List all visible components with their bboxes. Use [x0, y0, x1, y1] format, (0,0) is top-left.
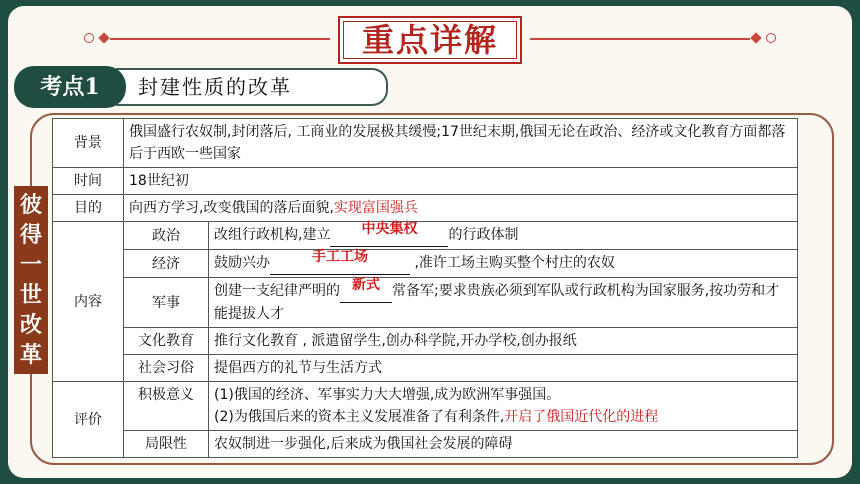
purpose-text: 向西方学习,改变俄国的落后面貌,: [129, 200, 334, 216]
politics-cell: [209, 222, 798, 250]
positive-line2-highlight: 开启了俄国近代化的进程: [504, 409, 659, 425]
table-row: [53, 382, 798, 431]
politics-blank: [330, 221, 448, 247]
table-row: [53, 355, 798, 382]
kaodian-title-box: [116, 68, 388, 106]
positive-cell: [209, 382, 798, 431]
purpose-highlight: 实现富国强兵: [333, 200, 418, 216]
side-char: 彼: [19, 192, 42, 218]
military-answer: 新式: [352, 277, 380, 293]
reform-table: [52, 118, 798, 458]
title-deco-line-right: [530, 38, 750, 40]
positive-line2: [214, 406, 792, 428]
page-title: 重点详解: [361, 21, 498, 59]
economy-post: ,准许工场主购买整个村庄的农奴: [410, 255, 615, 271]
custom-text: 提倡西方的礼节与生活方式: [209, 355, 798, 382]
purpose-cell: [124, 195, 798, 222]
side-char: 革: [19, 342, 42, 368]
row-label-purpose: 目的: [53, 195, 124, 222]
table-row: [53, 222, 798, 250]
positive-line2-text: (2)为俄国后来的资本主义发展准备了有利条件,: [214, 409, 505, 425]
sub-label-limitation: 局限性: [124, 431, 209, 458]
table-row: [53, 195, 798, 222]
title-deco-circle-right: [766, 33, 776, 43]
sub-label-military: 军事: [124, 278, 209, 328]
sub-label-custom: 社会习俗: [124, 355, 209, 382]
row-label-evaluation: 评价: [53, 382, 124, 458]
economy-cell: [209, 250, 798, 278]
background-text: 俄国盛行农奴制,封闭落后, 工商业的发展极其缓慢;17世纪末期,俄国无论在政治、经济或文化教育方面都落后于西欧一些国家: [124, 119, 798, 168]
table-row: [53, 250, 798, 278]
economy-blank: [270, 249, 410, 275]
side-char: 得: [19, 222, 42, 248]
row-label-background: 背景: [53, 119, 124, 168]
limitation-text: 农奴制进一步强化,后来成为俄国社会发展的障碍: [209, 431, 798, 458]
sub-label-culture: 文化教育: [124, 328, 209, 355]
table-row: [53, 431, 798, 458]
military-pre: 创建一支纪律严明的: [214, 283, 340, 299]
military-blank: [340, 277, 392, 303]
politics-answer: 中央集权: [361, 221, 418, 237]
military-post: 常备军;要求贵族必须到军队或行政机构为国家服务,按功劳和才能提拔人才: [214, 283, 780, 322]
side-char: 改: [19, 312, 42, 338]
side-char: 世: [19, 282, 42, 308]
row-label-content: 内容: [53, 222, 124, 382]
table-row: [53, 119, 798, 168]
table-row: [53, 278, 798, 328]
time-text: 18世纪初: [124, 168, 798, 195]
economy-pre: 鼓励兴办: [214, 255, 270, 271]
side-char: 一: [19, 252, 42, 278]
economy-answer: 手工工场: [312, 249, 368, 265]
title-deco-line-left: [110, 38, 330, 40]
politics-post: 的行政体制: [448, 227, 519, 243]
politics-pre: 改组行政机构,建立: [214, 227, 331, 243]
kaodian-title: 封建性质的改革: [138, 75, 292, 99]
table-row: [53, 168, 798, 195]
sub-label-economy: 经济: [124, 250, 209, 278]
positive-line1: (1)俄国的经济、军事实力大大增强,成为欧洲军事强国。: [214, 387, 561, 403]
page-title-box: [338, 16, 522, 64]
military-cell: [209, 278, 798, 328]
table-row: [53, 328, 798, 355]
sub-label-politics: 政治: [124, 222, 209, 250]
side-label: [14, 186, 48, 374]
row-label-time: 时间: [53, 168, 124, 195]
kaodian-badge: 考点1: [14, 66, 126, 108]
title-deco-circle-left: [84, 33, 94, 43]
sub-label-positive: 积极意义: [124, 382, 209, 431]
culture-text: 推行文化教育 , 派遣留学生,创办科学院,开办学校,创办报纸: [209, 328, 798, 355]
